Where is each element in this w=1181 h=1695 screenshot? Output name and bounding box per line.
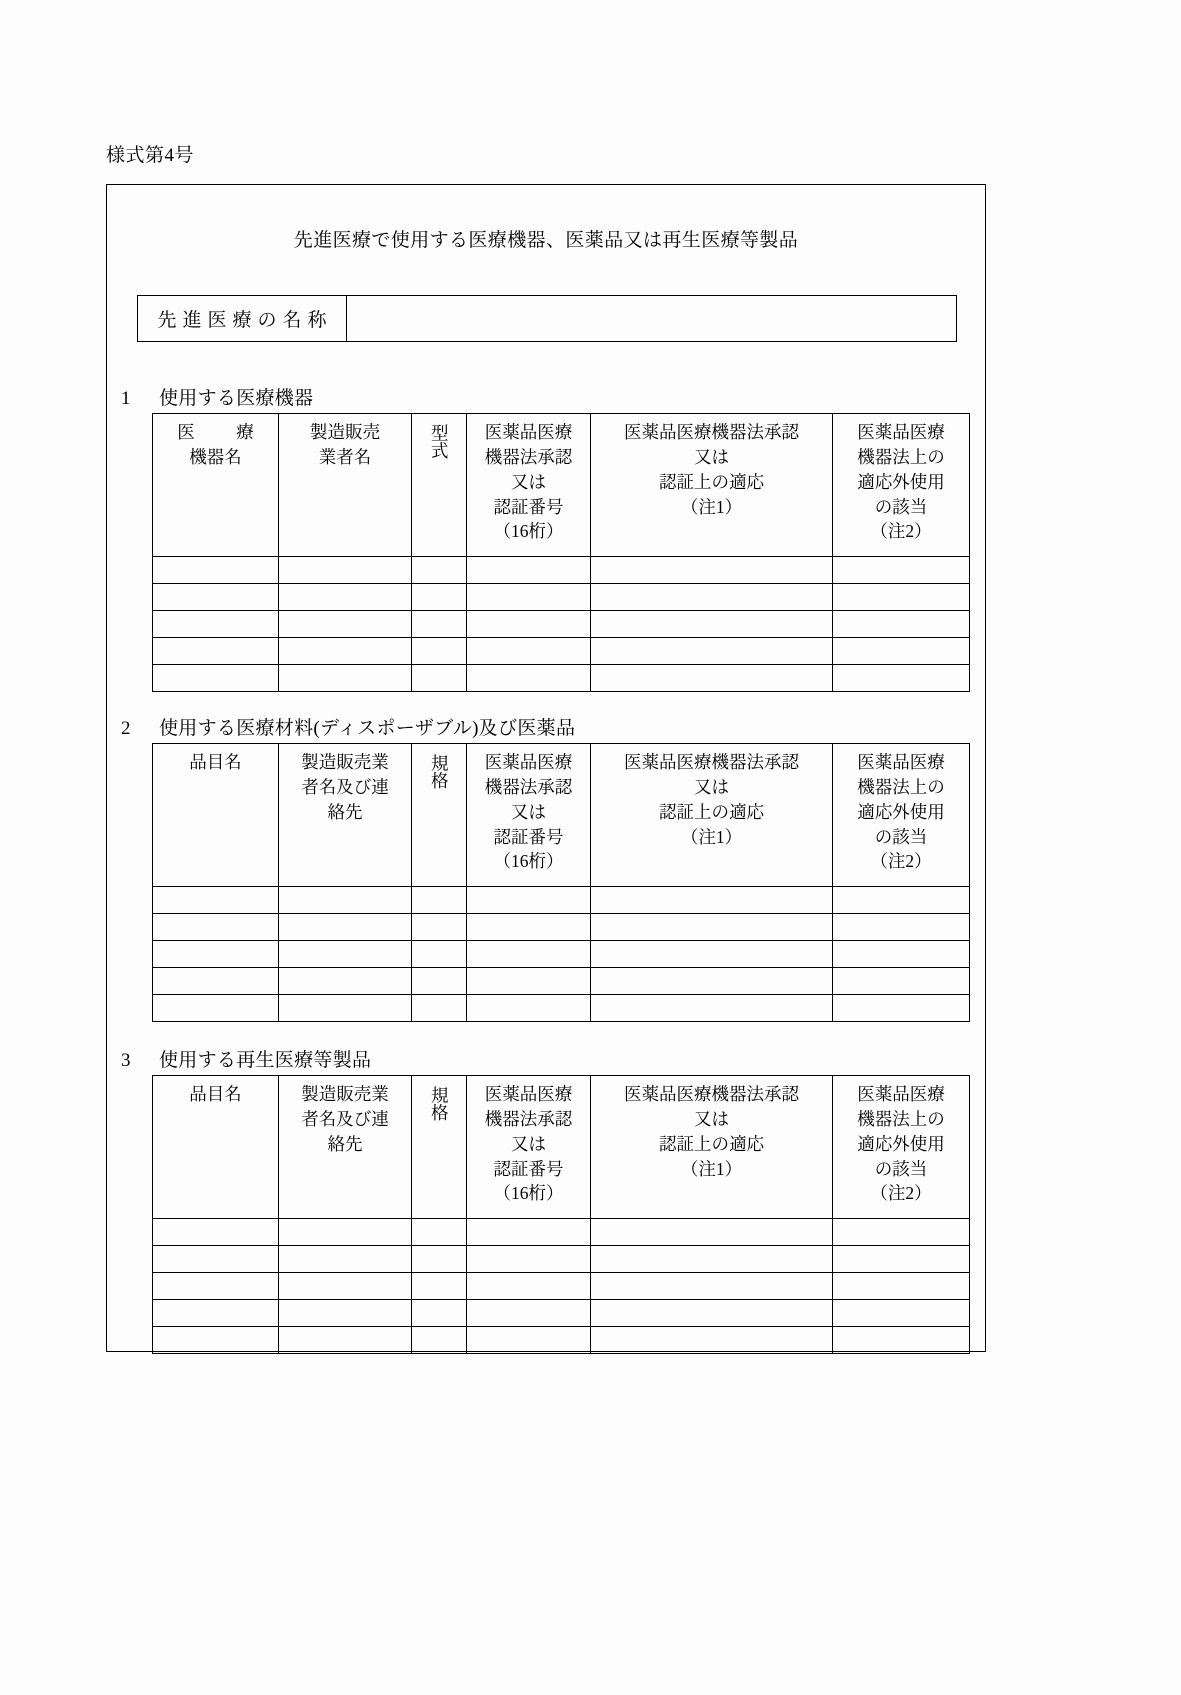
table-cell[interactable] [833,584,970,611]
header-off-label-use: 医薬品医療 機器法上の 適応外使用 の該当 （注2） [833,414,970,557]
table-row [153,557,970,584]
table-cell[interactable] [279,941,412,968]
table-cell[interactable] [279,584,412,611]
table-cell[interactable] [467,584,591,611]
table-cell[interactable] [833,1246,970,1273]
section-2-title: 使用する医療材料(ディスポーザブル)及び医薬品 [159,718,576,739]
table-cell[interactable] [153,611,279,638]
table-row [153,968,970,995]
table-cell[interactable] [833,941,970,968]
table-cell[interactable] [279,1327,412,1354]
table-cell[interactable] [591,638,833,665]
table-header-row [153,1076,970,1219]
document-title: 先進医療で使用する医療機器、医薬品又は再生医療等製品 [293,230,799,251]
treatment-name-input[interactable] [347,296,956,341]
table-cell[interactable] [412,995,467,1022]
header-manufacturer-contact: 製造販売業 者名及び連 絡先 [279,1076,412,1219]
table-row [153,1219,970,1246]
table-cell[interactable] [833,665,970,692]
table-cell[interactable] [153,584,279,611]
table-regenerative-products [152,1075,970,1354]
header-item-name: 品目名 [153,1076,279,1219]
table-row [153,995,970,1022]
table-cell[interactable] [279,1219,412,1246]
table-row [153,1300,970,1327]
section-3-number: 3 [121,1050,131,1071]
table-cell[interactable] [412,1273,467,1300]
table-cell[interactable] [467,665,591,692]
header-item-name: 品目名 [153,744,279,887]
table-row [153,1327,970,1354]
table-cell[interactable] [467,968,591,995]
table-cell[interactable] [467,995,591,1022]
table-cell[interactable] [412,968,467,995]
table-cell[interactable] [279,611,412,638]
table-cell[interactable] [412,887,467,914]
table-cell[interactable] [467,914,591,941]
header-model: 型式 [412,414,467,557]
table-cell[interactable] [467,1300,591,1327]
table-cell[interactable] [467,1327,591,1354]
table-cell[interactable] [833,557,970,584]
table-cell[interactable] [153,1327,279,1354]
header-approval-number: 医薬品医療 機器法承認 又は 認証番号 （16桁） [467,1076,591,1219]
table-cell[interactable] [412,611,467,638]
table-row [153,1273,970,1300]
section-2-heading [121,713,575,740]
table-cell[interactable] [467,611,591,638]
table-cell[interactable] [833,638,970,665]
table-cell[interactable] [279,638,412,665]
table-cell[interactable] [591,1219,833,1246]
table-cell[interactable] [833,611,970,638]
table-header-row [153,744,970,887]
table-cell[interactable] [412,665,467,692]
table-cell[interactable] [279,968,412,995]
table-cell[interactable] [153,638,279,665]
table-body-medical-materials [153,887,970,1022]
table-cell[interactable] [833,1300,970,1327]
table-cell[interactable] [412,584,467,611]
table-row [153,665,970,692]
table-row [153,638,970,665]
section-3-heading [121,1045,371,1072]
table-cell[interactable] [591,557,833,584]
section-2-number: 2 [121,718,131,739]
table-cell[interactable] [412,1219,467,1246]
table-cell[interactable] [591,1327,833,1354]
table-cell[interactable] [833,968,970,995]
form-number-label: 様式第4号 [106,145,195,166]
table-cell[interactable] [279,1273,412,1300]
table-cell[interactable] [153,995,279,1022]
header-device-name: 医 療 機器名 [153,414,279,557]
table-cell[interactable] [153,968,279,995]
table-cell[interactable] [591,1246,833,1273]
table-cell[interactable] [153,665,279,692]
table-cell[interactable] [833,914,970,941]
table-cell[interactable] [591,1300,833,1327]
table-cell[interactable] [467,887,591,914]
table-cell[interactable] [412,638,467,665]
header-spec: 規格 [412,1076,467,1219]
table-cell[interactable] [591,584,833,611]
table-cell[interactable] [467,638,591,665]
table-cell[interactable] [467,1273,591,1300]
table-cell[interactable] [591,887,833,914]
header-indication: 医薬品医療機器法承認 又は 認証上の適応 （注1） [591,414,833,557]
table-cell[interactable] [279,995,412,1022]
header-indication: 医薬品医療機器法承認 又は 認証上の適応 （注1） [591,744,833,887]
table-cell[interactable] [153,914,279,941]
header-approval-number: 医薬品医療 機器法承認 又は 認証番号 （16桁） [467,414,591,557]
table-cell[interactable] [279,1246,412,1273]
table-cell[interactable] [467,1219,591,1246]
table-row [153,887,970,914]
table-row [153,611,970,638]
table-cell[interactable] [153,1246,279,1273]
table-cell[interactable] [279,1300,412,1327]
table-row [153,941,970,968]
table-cell[interactable] [153,1219,279,1246]
table-cell[interactable] [153,887,279,914]
table-cell[interactable] [833,1327,970,1354]
table-cell[interactable] [833,1219,970,1246]
header-manufacturer: 製造販売 業者名 [279,414,412,557]
table-cell[interactable] [467,557,591,584]
table-cell[interactable] [467,941,591,968]
table-row [153,1246,970,1273]
table-body-regenerative-products [153,1219,970,1354]
table-cell[interactable] [591,665,833,692]
table-cell[interactable] [591,941,833,968]
section-1-title: 使用する医療機器 [159,388,314,409]
table-cell[interactable] [153,557,279,584]
table-cell[interactable] [279,557,412,584]
header-off-label-use: 医薬品医療 機器法上の 適応外使用 の該当 （注2） [833,744,970,887]
section-1-heading [121,383,313,410]
section-3-title: 使用する再生医療等製品 [159,1050,372,1071]
section-1-number: 1 [121,388,131,409]
table-cell[interactable] [467,1246,591,1273]
table-cell[interactable] [153,1273,279,1300]
table-cell[interactable] [412,1246,467,1273]
header-manufacturer-contact: 製造販売業 者名及び連 絡先 [279,744,412,887]
header-off-label-use: 医薬品医療 機器法上の 適応外使用 の該当 （注2） [833,1076,970,1219]
header-indication: 医薬品医療機器法承認 又は 認証上の適応 （注1） [591,1076,833,1219]
table-cell[interactable] [279,665,412,692]
table-cell[interactable] [153,1300,279,1327]
table-cell[interactable] [591,968,833,995]
table-cell[interactable] [591,611,833,638]
treatment-name-label: 先進医療の名称 [138,296,347,341]
table-cell[interactable] [153,941,279,968]
table-row [153,914,970,941]
form-outer-frame [106,184,986,1352]
table-cell[interactable] [591,1273,833,1300]
table-cell[interactable] [591,914,833,941]
table-body-medical-devices [153,557,970,692]
table-cell[interactable] [833,995,970,1022]
table-cell[interactable] [412,1300,467,1327]
table-medical-devices [152,413,970,692]
table-cell[interactable] [279,887,412,914]
table-cell[interactable] [412,1327,467,1354]
treatment-name-field [137,295,957,342]
header-spec: 規格 [412,744,467,887]
table-header-row [153,414,970,557]
header-approval-number: 医薬品医療 機器法承認 又は 認証番号 （16桁） [467,744,591,887]
table-cell[interactable] [412,914,467,941]
table-cell[interactable] [412,941,467,968]
table-medical-materials [152,743,970,1022]
table-cell[interactable] [833,887,970,914]
table-row [153,584,970,611]
table-cell[interactable] [833,1273,970,1300]
table-cell[interactable] [412,557,467,584]
table-cell[interactable] [279,914,412,941]
table-cell[interactable] [591,995,833,1022]
